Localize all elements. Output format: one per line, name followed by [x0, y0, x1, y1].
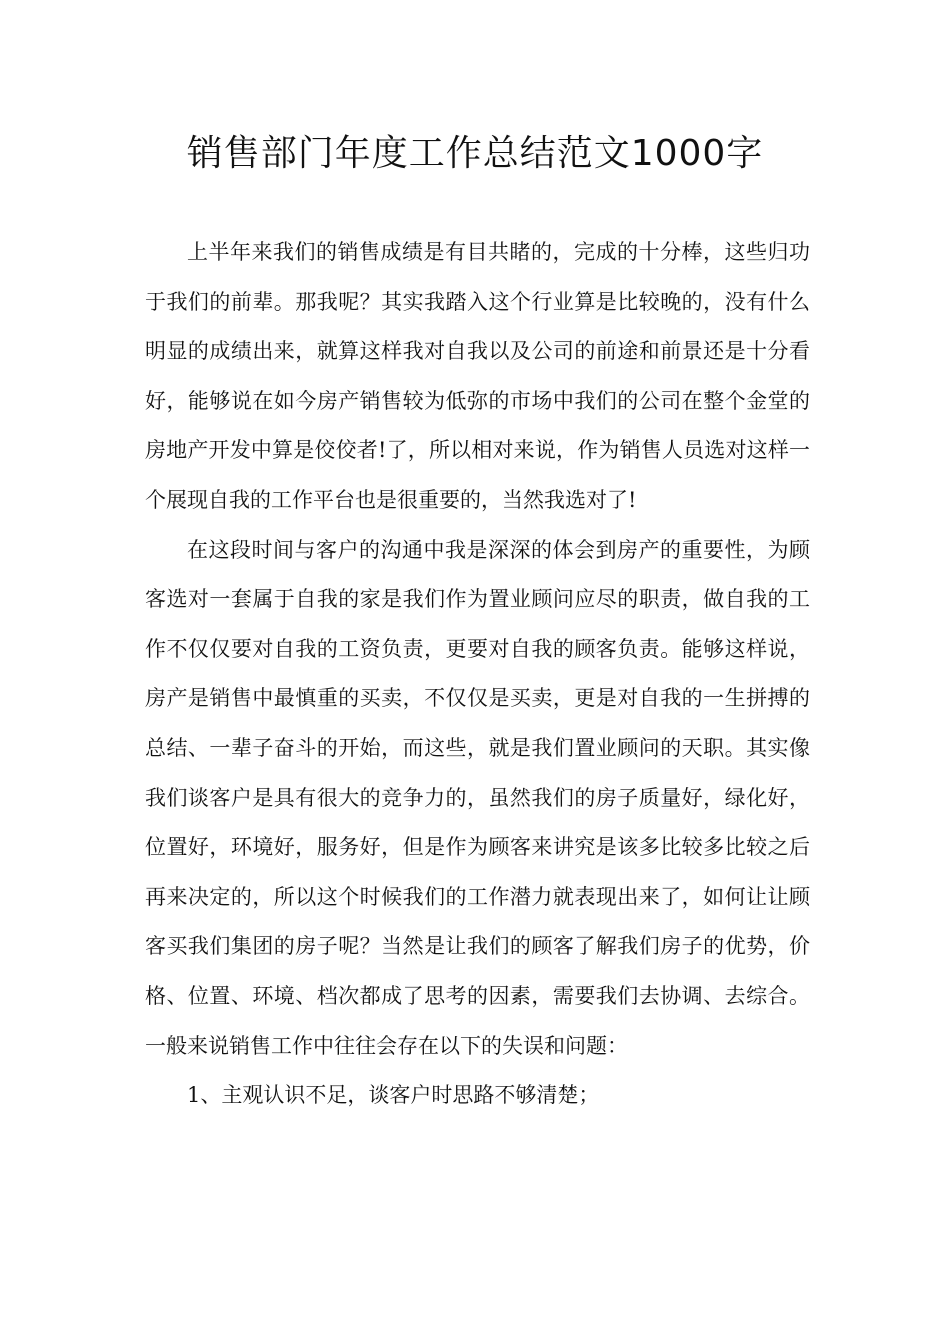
paragraph-1: 上半年来我们的销售成绩是有目共睹的，完成的十分棒，这些归功于我们的前辈。那我呢？其实我踏入这个行业算是比较晚的，没有什么明显的成绩出来，就算这样我对自我以及公司的前途和前景还是十分看好，能够说在如今房产销售较为低弥的市场中我们的公司在整个金堂的房地产开发中算是佼佼者!了，所以相对来说，作为销售人员选对这样一个展现自我的工作平台也是很重要的，当然我选对了! [145, 240, 810, 512]
paragraph-2: 在这段时间与客户的沟通中我是深深的体会到房产的重要性，为顾客选对一套属于自我的家是我们作为置业顾问应尽的职责，做自我的工作不仅仅要对自我的工资负责，更要对自我的顾客负责。能够这样说，房产是销售中最慎重的买卖，不仅仅是买卖，更是对自我的一生拼搏的总结、一辈子奋斗的开始，而这些，就是我们置业顾问的天职。其实像我们谈客户是具有很大的竞争力的，虽然我们的房子质量好，绿化好，位置好，环境好，服务好，但是作为顾客来讲究是该多比较多比较之后再来决定的，所以这个时候我们的工作潜力就表现出来了，如何让让顾客买我们集团的房子呢？当然是让我们的顾客了解我们房子的优势，价格、位置、环境、档次都成了思考的因素，需要我们去协调、去综合。一般来说销售工作中往往会存在以下的失误和问题： [145, 537, 810, 1058]
document-title: 销售部门年度工作总结范文1000字 [186, 133, 764, 174]
document-body [145, 228, 810, 1121]
list-item-1: 1、主观认识不足，谈客户时思路不够清楚； [187, 1083, 600, 1108]
